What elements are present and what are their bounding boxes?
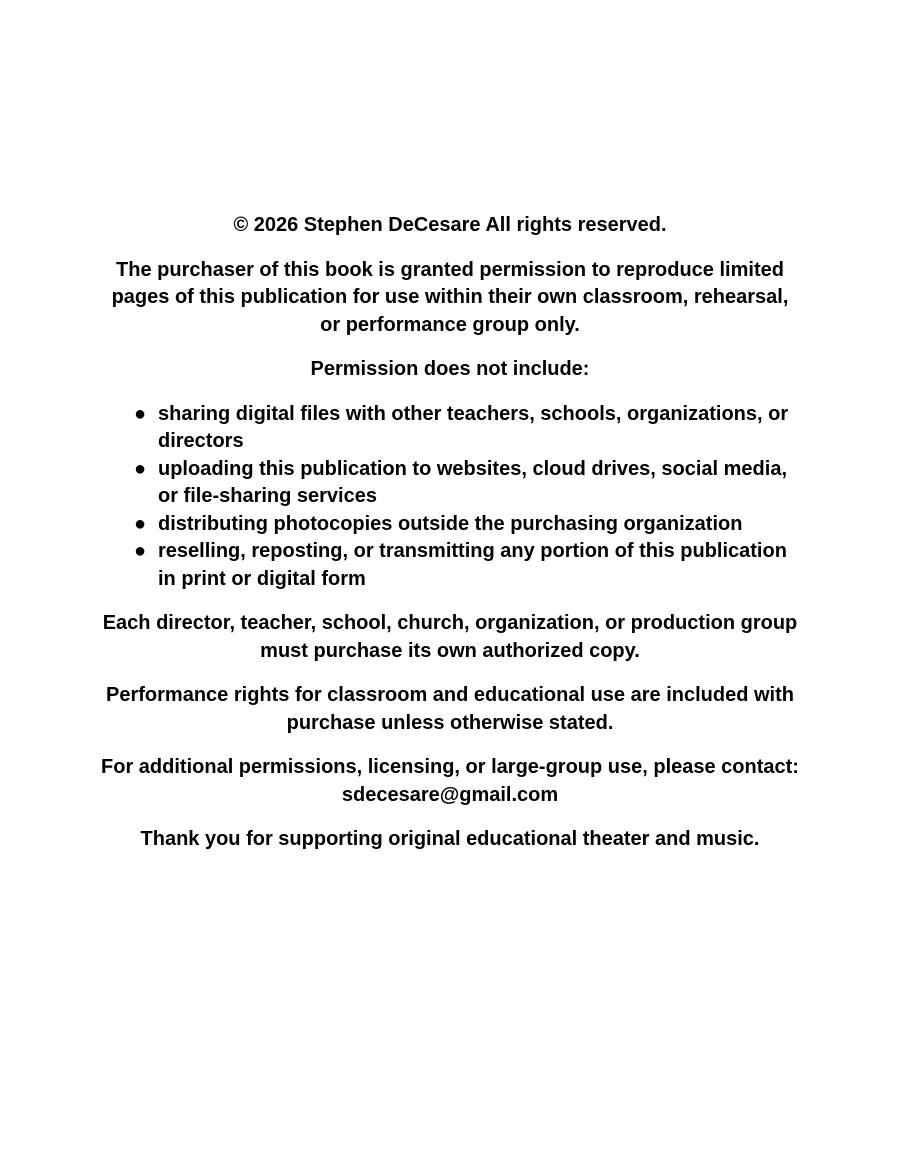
list-item-text: sharing digital files with other teachers, schools, organizations, or directors	[158, 402, 789, 452]
thank-you-line: Thank you for supporting original educational theater and music.	[140, 828, 760, 850]
contact-email: sdecesare@gmail.com	[341, 783, 559, 806]
copyright-notice	[100, 212, 800, 871]
bullet-icon: ●	[134, 540, 147, 562]
list-item	[134, 511, 800, 539]
performance-rights-paragraph: Performance rights for classroom and educational use are included with purchase unless otherwise stated.	[106, 684, 794, 734]
permission-grant-paragraph: The purchaser of this book is granted permission to reproduce limited pages of this publication for use within their own classroom, rehearsal, or performance group only.	[111, 258, 789, 336]
bullet-icon: ●	[134, 512, 147, 535]
bullet-icon: ●	[134, 457, 147, 480]
purchase-requirement-paragraph: Each director, teacher, school, church, organization, or production group must purchase its own authorized copy.	[102, 612, 798, 662]
copyright-line: © 2026 Stephen DeCesare All rights reserved.	[233, 214, 667, 236]
list-item-text: uploading this publication to websites, cloud drives, social media, or file-sharing services	[158, 457, 787, 507]
exclusions-heading: Permission does not include:	[310, 358, 590, 380]
exclusions-list	[100, 401, 800, 594]
contact-prompt: For additional permissions, licensing, or large-group use, please contact:	[101, 756, 799, 778]
list-item	[134, 401, 800, 456]
contact-paragraph	[100, 754, 800, 809]
list-item-text: distributing photocopies outside the purchasing organization	[158, 512, 743, 535]
list-item	[134, 538, 800, 593]
list-item-text: reselling, reposting, or transmitting any portion of this publication in print or digital form	[158, 540, 787, 590]
list-item	[134, 456, 800, 511]
bullet-icon: ●	[134, 402, 147, 425]
